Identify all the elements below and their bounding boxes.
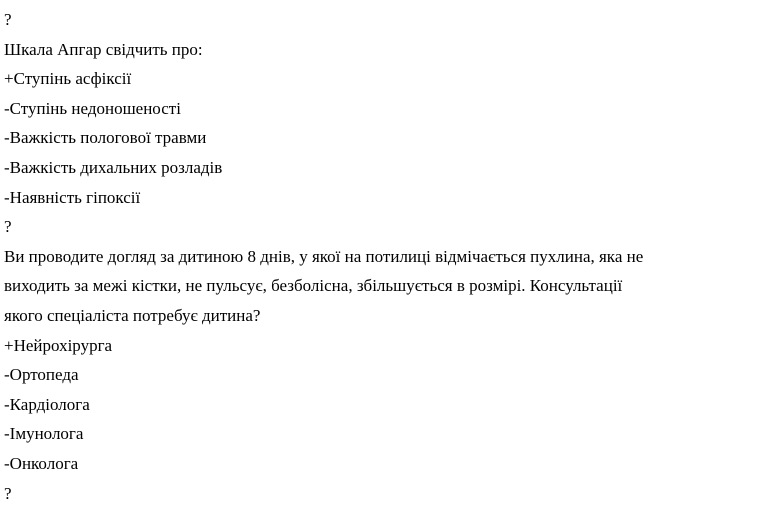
- question-marker: ?: [4, 483, 12, 503]
- question-text-line: виходить за межі кістки, не пульсує, безболісна, збільшується в розмірі. Консультації: [4, 276, 623, 296]
- answer-option-correct: +Нейрохірурга: [4, 335, 113, 355]
- answer-option: -Важкість дихальних розладів: [4, 157, 223, 177]
- answer-option: -Імунолога: [4, 424, 84, 444]
- answer-option: -Онколога: [4, 453, 79, 473]
- question-text-line: Ви проводите догляд за дитиною 8 днів, у якої на потилиці відмічається пухлина, яка не: [4, 246, 644, 266]
- question-marker: ?: [4, 10, 12, 29]
- question-text: Шкала Апгар свідчить про:: [4, 39, 203, 59]
- document-body: [4, 5, 772, 503]
- answer-option-correct: +Ступінь асфіксії: [4, 69, 132, 89]
- answer-option: -Важкість пологової травми: [4, 128, 207, 148]
- answer-option: -Кардіолога: [4, 394, 90, 414]
- answer-option: -Ортопеда: [4, 365, 79, 385]
- answer-option: -Ступінь недоношеності: [4, 98, 181, 118]
- answer-option: -Наявність гіпоксії: [4, 187, 141, 207]
- question-text-line: якого спеціаліста потребує дитина?: [4, 305, 261, 325]
- question-marker: ?: [4, 217, 12, 237]
